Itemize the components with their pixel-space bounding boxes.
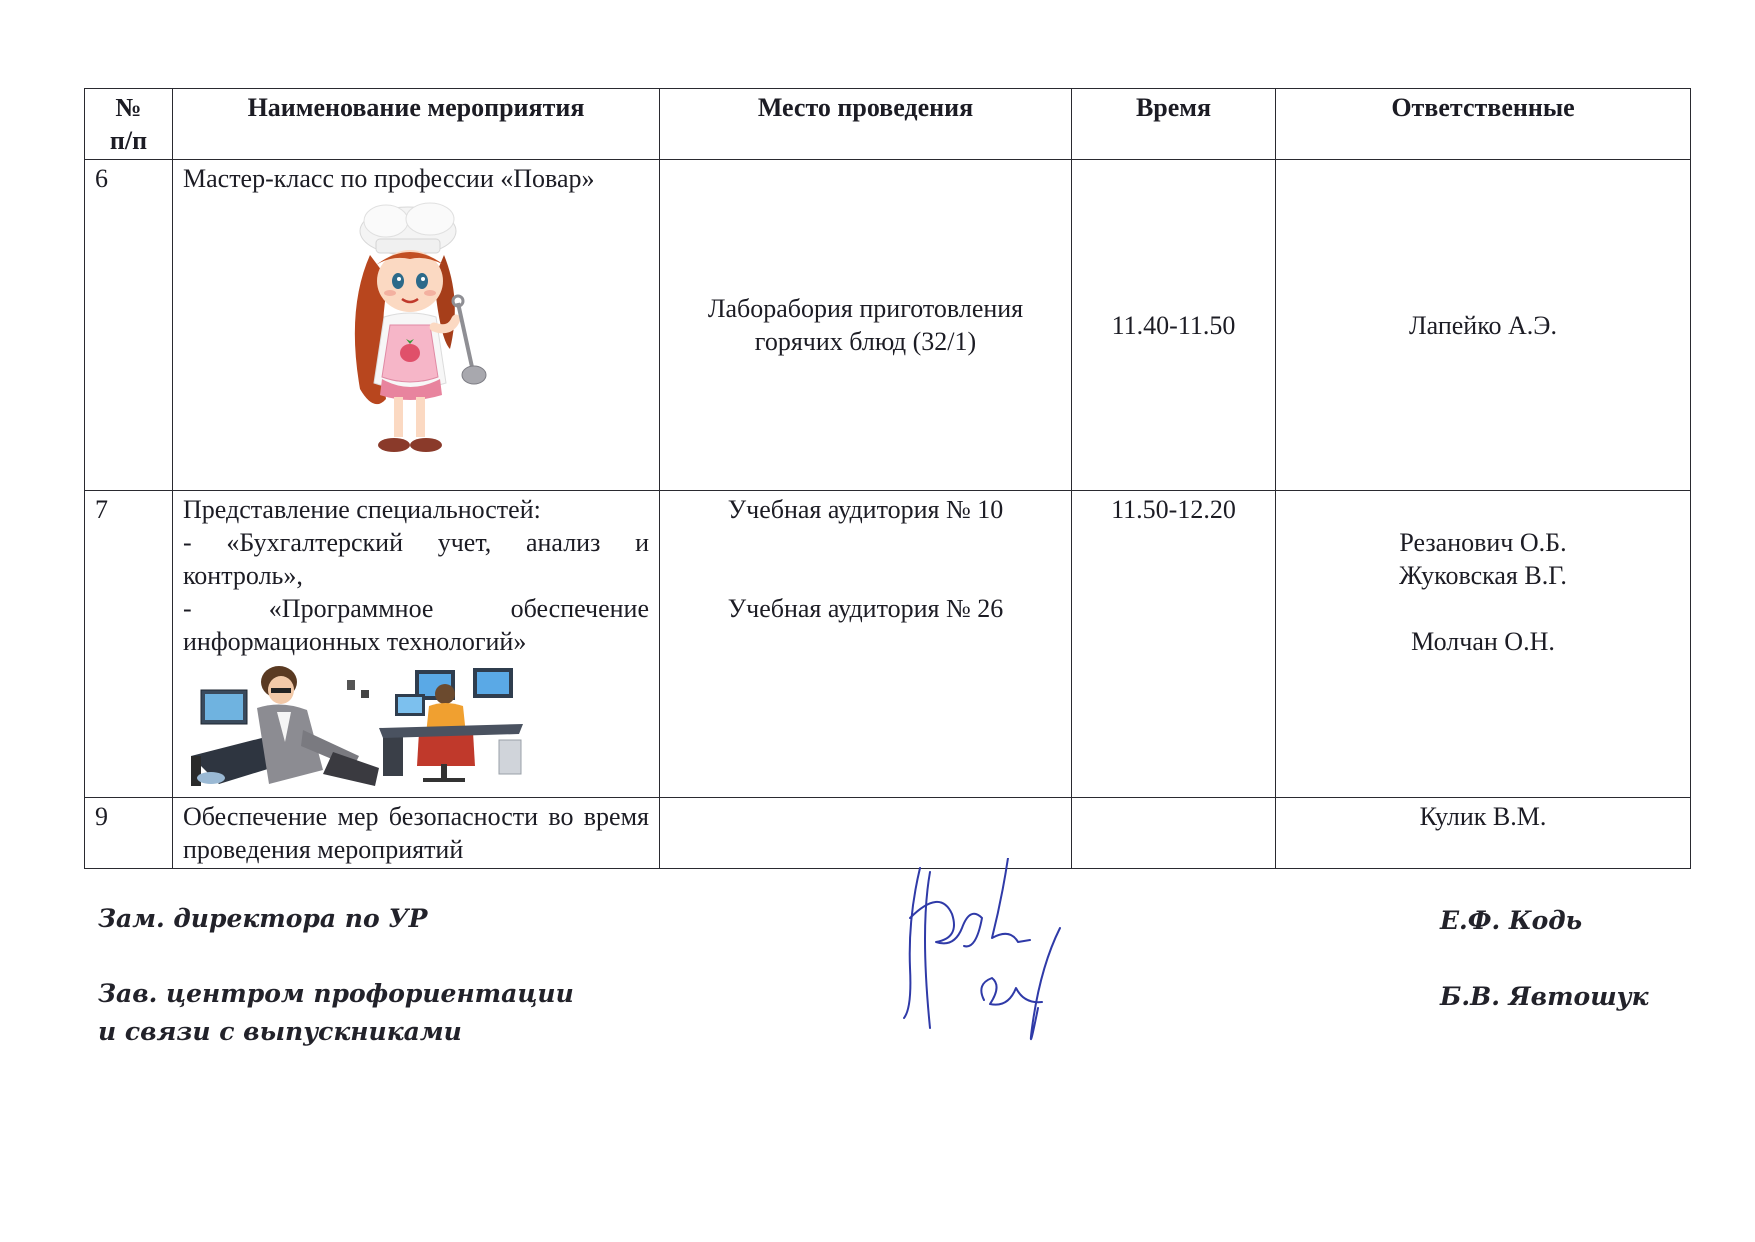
career-center-head-name: Б.В. Явтошук — [1440, 982, 1649, 1011]
events-table — [84, 88, 1691, 869]
career-center-label-line: и связи с выпускниками — [98, 1017, 462, 1046]
time-cell: 11.40-11.50 — [1072, 160, 1276, 491]
place-cell — [660, 491, 1072, 798]
responsible-cell: Кулик В.М. — [1276, 798, 1691, 869]
event-cell: Обеспечение мер безопасности во время проведения мероприятий — [173, 798, 660, 869]
place-line: Учебная аудитория № 10 — [727, 495, 1004, 524]
deputy-director-name: Е.Ф. Кодь — [1440, 906, 1583, 935]
responsible-cell — [1276, 491, 1691, 798]
deputy-director-label: Зам. директора по УР — [98, 904, 428, 933]
place-cell: Лаборабория приготовления горячих блюд (32/1) — [660, 160, 1072, 491]
row-num: 6 — [85, 160, 173, 491]
event-line: - «Программное обеспечение информационных технологий» — [183, 594, 649, 656]
table-row — [85, 160, 1691, 491]
table-header-row — [85, 89, 1691, 160]
office-workers-illustration — [183, 660, 575, 792]
handwritten-signature — [890, 858, 1090, 1058]
event-cell — [173, 160, 660, 491]
chef-girl-illustration — [326, 199, 506, 461]
responsible-line: Резанович О.Б. — [1399, 528, 1567, 557]
header-num: № п/п — [85, 89, 173, 160]
event-title: Представление специальностей: — [183, 495, 541, 524]
career-center-label-line: Зав. центром профориентации — [98, 979, 574, 1008]
responsible-line: Молчан О.Н. — [1411, 627, 1555, 656]
event-title: Мастер-класс по профессии «Повар» — [183, 164, 595, 193]
career-center-label — [98, 975, 574, 1051]
responsible-cell: Лапейко А.Э. — [1276, 160, 1691, 491]
header-time: Время — [1072, 89, 1276, 160]
table-row — [85, 491, 1691, 798]
responsible-line: Жуковская В.Г. — [1399, 561, 1567, 590]
time-cell: 11.50-12.20 — [1072, 491, 1276, 798]
time-cell — [1072, 798, 1276, 869]
event-cell — [173, 491, 660, 798]
row-num: 7 — [85, 491, 173, 798]
header-place: Место проведения — [660, 89, 1072, 160]
header-event: Наименование мероприятия — [173, 89, 660, 160]
place-line: Учебная аудитория № 26 — [727, 594, 1004, 623]
table-row — [85, 798, 1691, 869]
header-responsible: Ответственные — [1276, 89, 1691, 160]
event-line: - «Бухгалтерский учет, анализ и контроль», — [183, 528, 649, 590]
row-num: 9 — [85, 798, 173, 869]
